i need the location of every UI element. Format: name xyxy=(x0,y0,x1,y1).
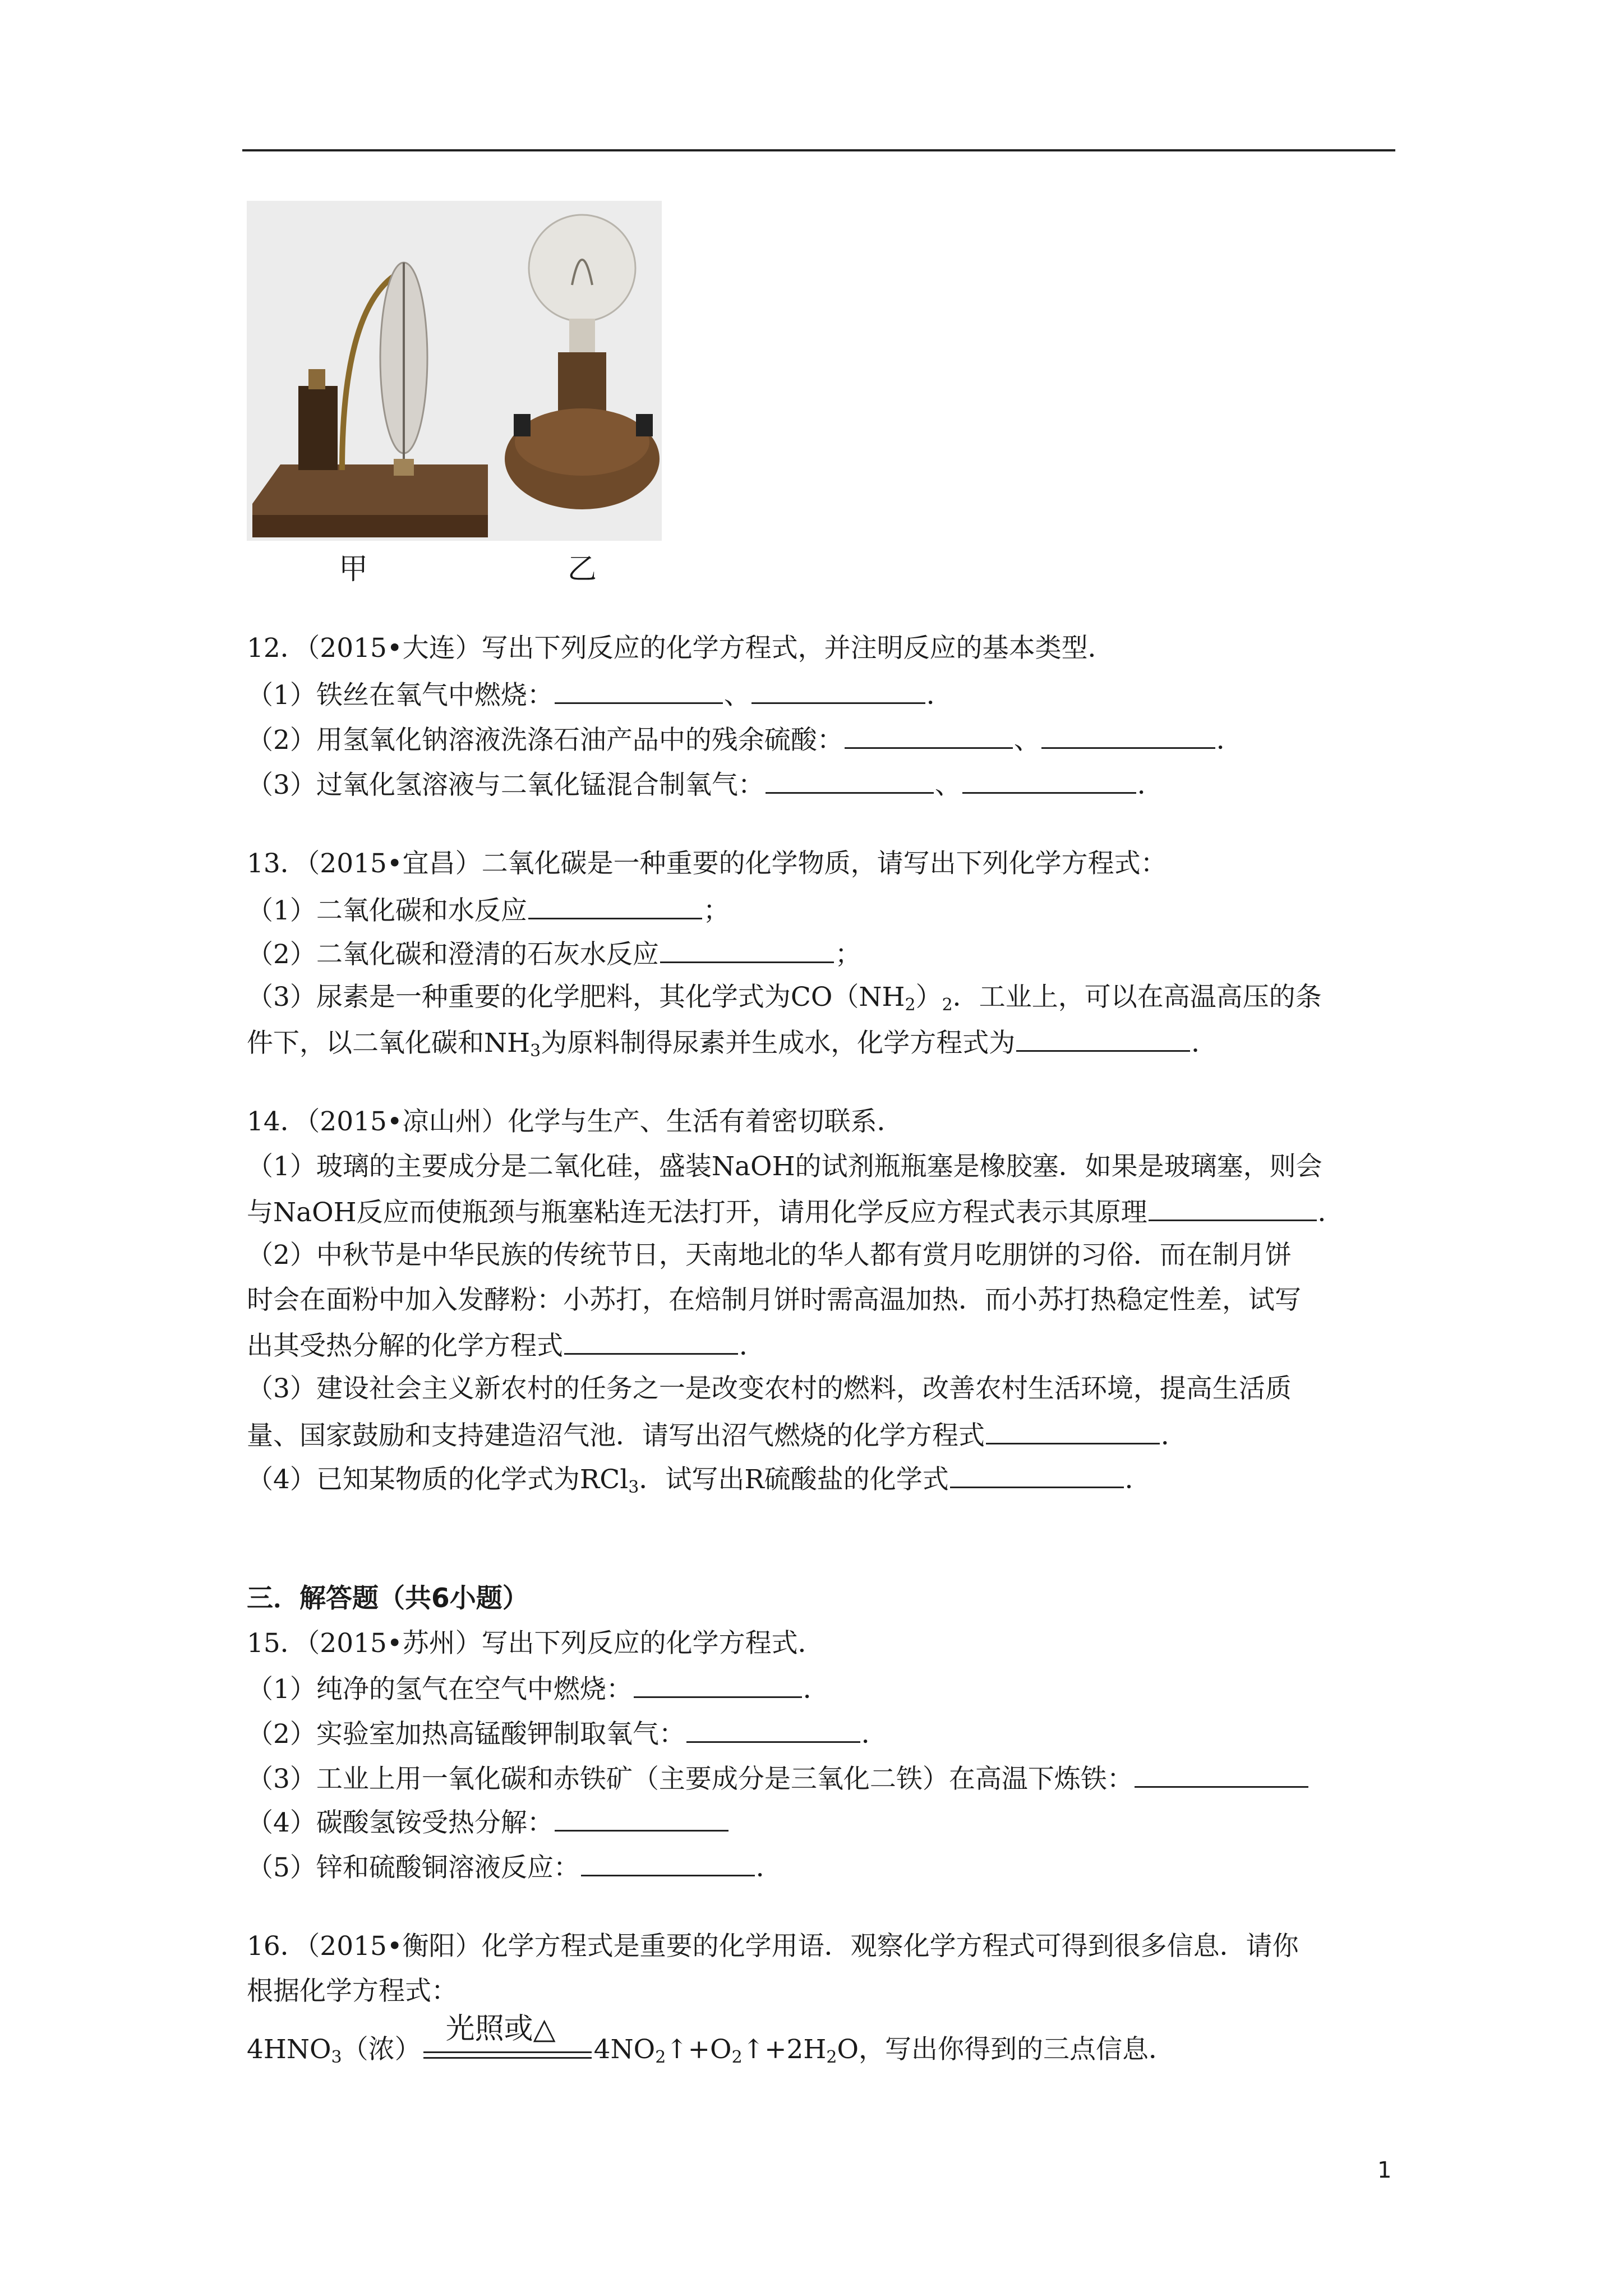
answer-blank[interactable] xyxy=(634,1671,802,1698)
q14-part3-line2: 量、国家鼓励和支持建造沼气池．请写出沼气燃烧的化学方程式 ． xyxy=(247,1417,1187,1453)
q15-part3: （3）工业上用一氧化碳和赤铁矿（主要成分是三氧化二铁）在高温下炼铁： xyxy=(247,1760,1310,1796)
q12-part2: （2）用氢氧化钠溶液洗涤石油产品中的残余硫酸： 、 ． xyxy=(247,721,1243,757)
answer-blank[interactable] xyxy=(528,892,702,919)
q13-part3-line2: 件下，以二氧化碳和$NH_3$为原料制得尿素并生成水，化学方程式为 ． xyxy=(247,1024,1218,1068)
answer-blank[interactable] xyxy=(1041,721,1215,749)
q15-title: 15．（2015•苏州）写出下列反应的化学方程式． xyxy=(247,1628,824,1659)
answer-blank[interactable] xyxy=(751,677,925,704)
answer-blank[interactable] xyxy=(564,1327,738,1355)
answer-blank[interactable] xyxy=(1149,1194,1317,1221)
answer-blank[interactable] xyxy=(962,766,1136,794)
q13-part1: （1）二氧化碳和水反应 ； xyxy=(247,892,730,928)
answer-blank[interactable] xyxy=(1135,1760,1308,1788)
q15-part2: （2）实验室加热高锰酸钾制取氧气： ． xyxy=(247,1715,888,1751)
q15-part1: （1）纯净的氢气在空气中燃烧： ． xyxy=(247,1671,829,1706)
q14-part3-line1: （3）建设社会主义新农村的任务之一是改变农村的燃料，改善农村生活环境，提高生活质 xyxy=(247,1373,1292,1404)
section-3-title: 三．解答题（共6小题） xyxy=(247,1583,529,1614)
q15-part5: （5）锌和硫酸铜溶液反应： ． xyxy=(247,1849,782,1885)
header-rule xyxy=(242,149,1395,151)
answer-blank[interactable] xyxy=(986,1417,1160,1444)
reaction-arrow xyxy=(423,2012,592,2068)
q14-part2-line1: （2）中秋节是中华民族的传统节日，天南地北的华人都有赏月吃朋饼的习俗．而在制月饼 xyxy=(247,1240,1292,1271)
q12-part1: （1）铁丝在氧气中燃烧： 、 ． xyxy=(247,677,953,712)
q14-part2-line2: 时会在面粉中加入发酵粉：小苏打，在焙制月饼时需高温加热．而小苏打热稳定性差，试写 xyxy=(247,1285,1301,1315)
answer-blank[interactable] xyxy=(555,677,723,704)
answer-blank[interactable] xyxy=(1016,1024,1190,1052)
q14-title: 14．（2015•凉山州）化学与生产、生活有着密切联系． xyxy=(247,1106,903,1137)
q16-line2: 根据化学方程式： xyxy=(247,1976,458,2007)
figure-label-yi: 乙 xyxy=(568,553,597,586)
q12-part3: （3）过氧化氢溶液与二氧化锰混合制氧气： 、 ． xyxy=(247,766,1164,802)
q13-title: 13．（2015•宜昌）二氧化碳是一种重要的化学物质，请写出下列化学方程式： xyxy=(247,848,1167,879)
answer-blank[interactable] xyxy=(555,1804,728,1832)
answer-blank[interactable] xyxy=(686,1715,860,1743)
q13-part2: （2）二氧化碳和澄清的石灰水反应 ； xyxy=(247,936,861,972)
q13-part3-line1: （3）尿素是一种重要的化学肥料，其化学式为$CO(NH_2)_2$．工业上，可以在高温高压的条 xyxy=(247,982,1322,1015)
answer-blank[interactable] xyxy=(950,1461,1124,1488)
q14-part1-line1: （1）玻璃的主要成分是二氧化硅，盛装NaOH的试剂瓶瓶塞是橡胶塞．如果是玻璃塞，则会 xyxy=(247,1151,1322,1182)
answer-blank[interactable] xyxy=(660,936,834,963)
reaction-condition: 光照或△ xyxy=(445,2012,556,2046)
q12-title: 12．（2015•大连）写出下列反应的化学方程式，并注明反应的基本类型． xyxy=(247,633,1114,664)
q14-part2-line3: 出其受热分解的化学方程式 ． xyxy=(247,1327,766,1363)
answer-blank[interactable] xyxy=(581,1849,755,1876)
apparatus-photo xyxy=(247,201,662,541)
answer-blank[interactable] xyxy=(766,766,934,794)
q16-equation: $4HNO_3$（浓） 光照或△ $4NO_2↑+O_2↑+2H_2O$，写出你得到的三点信息． xyxy=(247,2012,1175,2067)
q14-part1-line2: 与NaOH反应而使瓶颈与瓶塞粘连无法打开，请用化学反应方程式表示其原理 ． xyxy=(247,1194,1344,1230)
figure-label-jia: 甲 xyxy=(339,553,368,586)
q14-part4: （4）已知某物质的化学式为RCl$_3$．试写出R硫酸盐的化学式 ． xyxy=(247,1461,1151,1504)
page-number: 1 xyxy=(1377,2157,1392,2183)
q15-part4: （4）碳酸氢铵受热分解： xyxy=(247,1804,730,1840)
answer-blank[interactable] xyxy=(845,721,1013,749)
q16-title: 16．（2015•衡阳）化学方程式是重要的化学用语．观察化学方程式可得到很多信息．请你 xyxy=(247,1931,1299,1962)
